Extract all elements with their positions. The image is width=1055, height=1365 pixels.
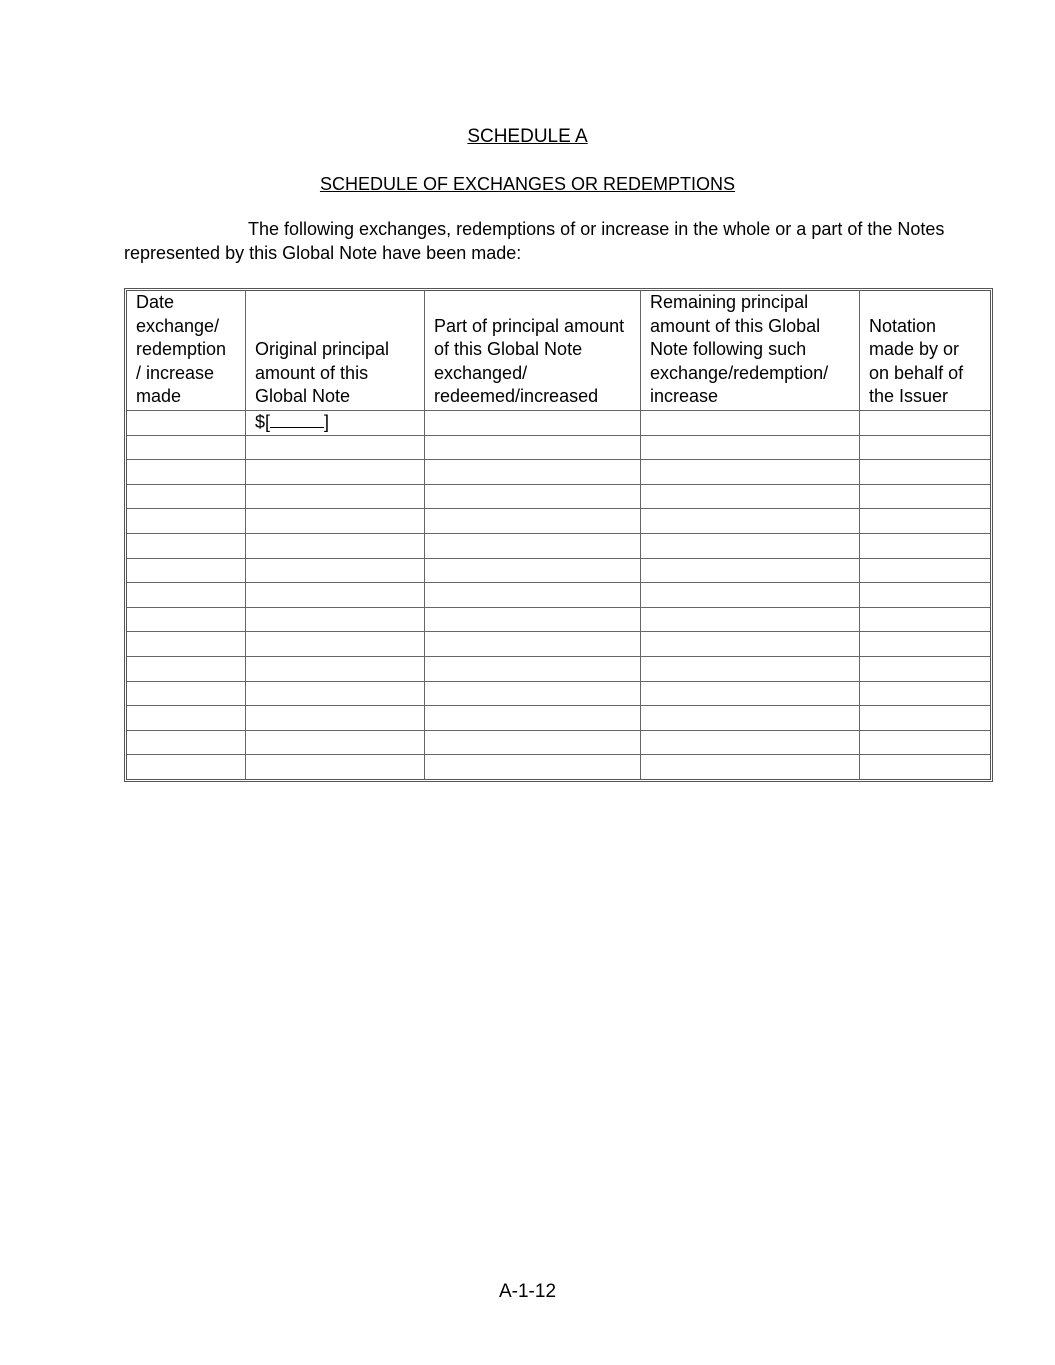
- table-row: [127, 509, 990, 534]
- table-cell: [425, 485, 641, 510]
- table-cell: [246, 485, 425, 510]
- table-cell: [641, 534, 860, 559]
- table-cell: [127, 657, 246, 682]
- table-cell: [641, 632, 860, 657]
- table-cell: [860, 509, 990, 534]
- table-cell: [860, 755, 990, 779]
- table-cell: [641, 411, 860, 436]
- table-cell: [425, 460, 641, 485]
- table-cell: [127, 706, 246, 731]
- table-row: [127, 731, 990, 756]
- table-row: [127, 485, 990, 510]
- table-cell: [127, 534, 246, 559]
- table-cell: [246, 657, 425, 682]
- table-cell: [641, 706, 860, 731]
- header-part-exchanged: Part of principal amount of this Global Note exchanged/ redeemed/increased: [425, 291, 641, 411]
- table-header-row: [127, 291, 990, 411]
- table-cell: [641, 657, 860, 682]
- table-cell: [860, 731, 990, 756]
- table-cell: [641, 436, 860, 461]
- table-cell: [246, 509, 425, 534]
- table-cell: [127, 460, 246, 485]
- amount-suffix: ]: [324, 412, 330, 432]
- table-cell: [860, 436, 990, 461]
- header-date: Date exchange/ redemption / increase made: [127, 291, 246, 411]
- table-cell: [246, 583, 425, 608]
- table-cell: [246, 559, 425, 584]
- table-cell: [127, 682, 246, 707]
- table-cell: [425, 731, 641, 756]
- table-cell: [641, 755, 860, 779]
- table-cell: [425, 706, 641, 731]
- table-cell: [860, 534, 990, 559]
- table-row: [127, 534, 990, 559]
- table-cell: [127, 436, 246, 461]
- table-cell: [127, 559, 246, 584]
- table-cell: [127, 632, 246, 657]
- table-cell: [425, 682, 641, 707]
- table-cell: [425, 509, 641, 534]
- table-cell: [127, 755, 246, 779]
- table-cell: [860, 706, 990, 731]
- schedule-title: SCHEDULE A: [467, 126, 588, 147]
- table-cell: [641, 559, 860, 584]
- table-cell: [641, 509, 860, 534]
- amount-blank: [270, 411, 324, 428]
- table-cell: [860, 608, 990, 633]
- table-row: [127, 583, 990, 608]
- table-cell: [246, 632, 425, 657]
- table-cell: [641, 731, 860, 756]
- table-cell: [127, 411, 246, 436]
- table-cell: [246, 534, 425, 559]
- schedule-subtitle: SCHEDULE OF EXCHANGES OR REDEMPTIONS: [319, 174, 736, 194]
- table-cell: [860, 559, 990, 584]
- table-cell: [246, 731, 425, 756]
- table-row: [127, 559, 990, 584]
- table-row: [127, 682, 990, 707]
- table-cell: [860, 460, 990, 485]
- table-row: [127, 755, 990, 779]
- page-number: A-1-12: [498, 1281, 557, 1302]
- table-row: [127, 657, 990, 682]
- table-cell: [860, 632, 990, 657]
- table-row: [127, 460, 990, 485]
- original-amount-cell: [246, 411, 425, 436]
- table-cell: [425, 534, 641, 559]
- table-row: [127, 608, 990, 633]
- table-cell: [641, 583, 860, 608]
- header-notation: Notation made by or on behalf of the Issuer: [860, 291, 990, 411]
- table-cell: [425, 436, 641, 461]
- header-original-amount: Original principal amount of this Global Note: [246, 291, 425, 411]
- table-row: [127, 706, 990, 731]
- table-cell: [246, 460, 425, 485]
- table-cell: [860, 657, 990, 682]
- table-cell: [860, 485, 990, 510]
- table-cell: [425, 657, 641, 682]
- table-cell: [127, 509, 246, 534]
- table-cell: [641, 608, 860, 633]
- table-cell: [425, 583, 641, 608]
- table-row: [127, 436, 990, 461]
- table-cell: [641, 682, 860, 707]
- schedule-table: [124, 288, 993, 782]
- table-cell: [425, 755, 641, 779]
- table-row: [127, 632, 990, 657]
- table-cell: [246, 706, 425, 731]
- intro-paragraph: The following exchanges, redemptions of or increase in the whole or a part of the Notes represented by this Global Note have been made:: [124, 219, 945, 263]
- table-row: [127, 411, 990, 436]
- table-cell: [246, 436, 425, 461]
- table-cell: [425, 559, 641, 584]
- table-cell: [246, 608, 425, 633]
- table-cell: [127, 485, 246, 510]
- table-cell: [860, 583, 990, 608]
- table-cell: [641, 460, 860, 485]
- table-cell: [425, 632, 641, 657]
- table-cell: [425, 608, 641, 633]
- table-cell: [246, 682, 425, 707]
- table-cell: [860, 682, 990, 707]
- table-cell: [127, 583, 246, 608]
- table-cell: [641, 485, 860, 510]
- header-remaining-amount: Remaining principal amount of this Global Note following such exchange/redemption/ increase: [641, 291, 860, 411]
- table-cell: [127, 731, 246, 756]
- table-cell: [425, 411, 641, 436]
- amount-prefix: $[: [255, 412, 271, 432]
- table-cell: [127, 608, 246, 633]
- table-cell: [860, 411, 990, 436]
- table-cell: [246, 755, 425, 779]
